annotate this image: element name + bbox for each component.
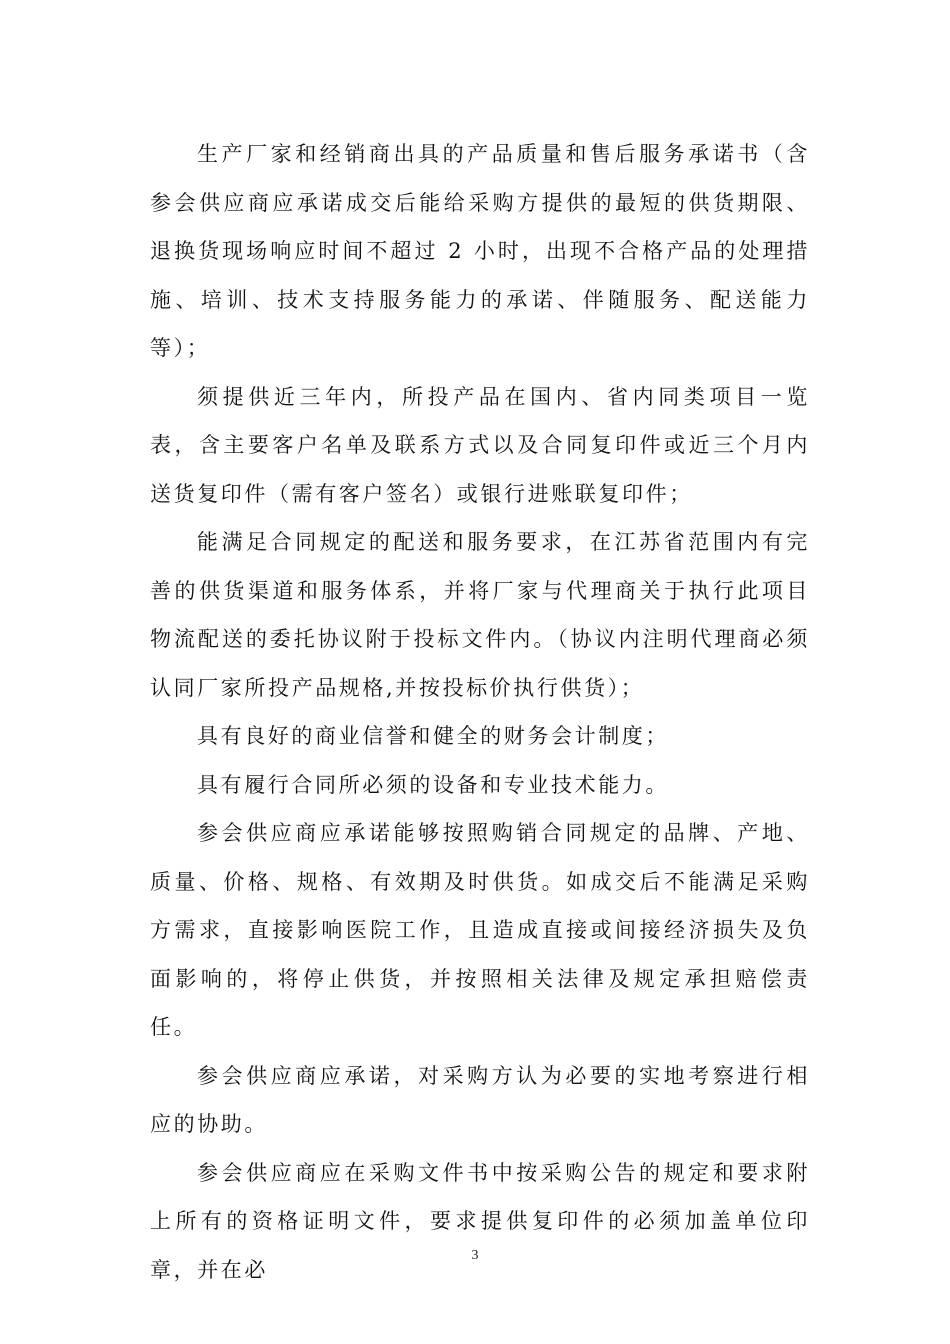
document-body (150, 130, 810, 1294)
paragraph-delivery-service: 能满足合同规定的配送和服务要求，在江苏省范围内有完善的供货渠道和服务体系，并将厂家与代理商关于执行此项目物流配送的委托协议附于投标文件内。（协议内注明代理商必须认同厂家所投产品规格,并按投标价执行供货）； (150, 530, 810, 700)
paragraph-project-list: 须提供近三年内，所投产品在国内、省内同类项目一览表，含主要客户名单及联系方式以及合同复印件或近三个月内送货复印件（需有客户签名）或银行进账联复印件； (150, 384, 810, 506)
paragraph-supply-commitment: 参会供应商应承诺能够按照购销合同规定的品牌、产地、质量、价格、规格、有效期及时供货。如成交后不能满足采购方需求，直接影响医院工作，且造成直接或间接经济损失及负面影响的，将停止供货，并按照相关法律及规定承担赔偿责任。 (150, 821, 810, 1039)
paragraph-site-inspection: 参会供应商应承诺，对采购方认为必要的实地考察进行相应的协助。 (150, 1063, 810, 1136)
paragraph-qualification-documents: 参会供应商应在采购文件书中按采购公告的规定和要求附上所有的资格证明文件，要求提供复印件的必须加盖单位印章，并在必 (150, 1160, 810, 1282)
paragraph-business-reputation: 具有良好的商业信誉和健全的财务会计制度； (197, 724, 669, 748)
paragraph-quality-commitment: 生产厂家和经销商出具的产品质量和售后服务承诺书（含参会供应商应承诺成交后能给采购方提供的最短的供货期限、退换货现场响应时间不超过 2 小时，出现不合格产品的处理措施、培训、技术支持服务能力的承诺、伴随服务、配送能力等）； (150, 142, 810, 360)
paragraph-technical-capability: 具有履行合同所必须的设备和专业技术能力。 (197, 772, 669, 797)
page-number: 3 (471, 1248, 479, 1263)
